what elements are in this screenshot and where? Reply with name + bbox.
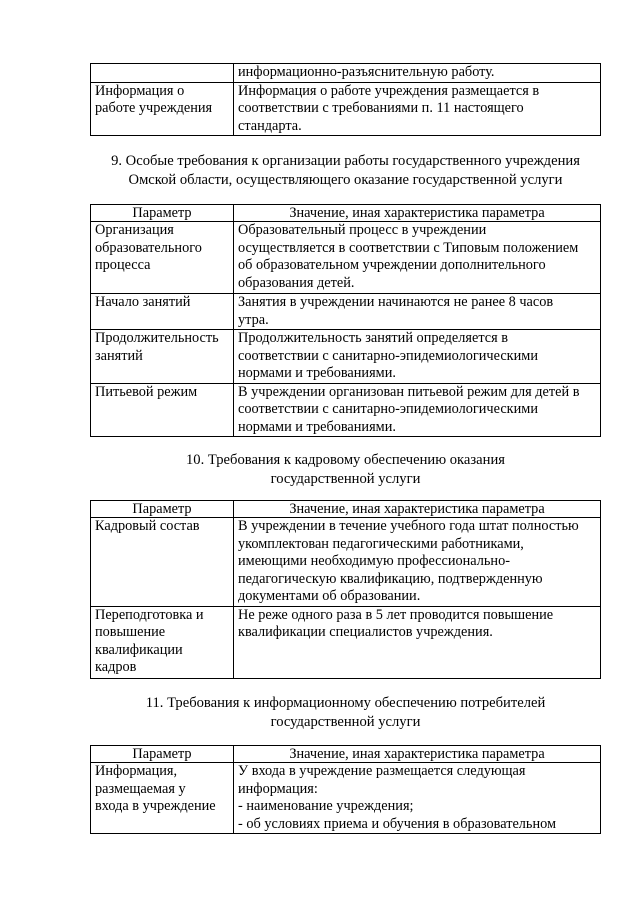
column-header-param: Параметр	[91, 746, 234, 763]
section-10-title: 10. Требования к кадровому обеспечению оказания государственной услуги	[186, 452, 505, 487]
table-header-row	[91, 746, 601, 763]
table-continuation	[90, 63, 601, 136]
value-cell: Продолжительность занятий определяется в соответствии с санитарно-эпидемиологическими нормами и требованиями.	[234, 330, 601, 384]
table-section-10	[90, 500, 601, 679]
table-row	[91, 222, 601, 294]
value-cell: В учреждении в течение учебного года штат полностью укомплектован педагогическими работниками, имеющими необходимую профессионально- педагогическую квалификацию, подтвержденную документами об образовании.	[234, 518, 601, 607]
param-cell: Информация о работе учреждения	[91, 82, 234, 136]
value-cell: Информация о работе учреждения размещается в соответствии с требованиями п. 11 настоящего стандарта.	[234, 82, 601, 136]
table-row	[91, 330, 601, 384]
value-cell: Не реже одного раза в 5 лет проводится повышение квалификации специалистов учреждения.	[234, 606, 601, 678]
table-row	[91, 383, 601, 437]
param-cell: Организация образовательного процесса	[91, 222, 234, 294]
param-cell: Информация, размещаемая у входа в учреждение	[91, 763, 234, 834]
table-section-9	[90, 204, 601, 437]
param-cell: Переподготовка и повышение квалификации кадров	[91, 606, 234, 678]
table-row	[91, 82, 601, 136]
column-header-param: Параметр	[91, 501, 234, 518]
table-section-11	[90, 745, 601, 834]
column-header-value: Значение, иная характеристика параметра	[234, 501, 601, 518]
table-row	[91, 64, 601, 83]
param-cell: Кадровый состав	[91, 518, 234, 607]
table-header-row	[91, 501, 601, 518]
column-header-value: Значение, иная характеристика параметра	[234, 205, 601, 222]
table-row	[91, 606, 601, 678]
value-cell: В учреждении организован питьевой режим для детей в соответствии с санитарно-эпидемиологическими нормами и требованиями.	[234, 383, 601, 437]
column-header-param: Параметр	[91, 205, 234, 222]
param-cell: Продолжительность занятий	[91, 330, 234, 384]
param-cell: Начало занятий	[91, 294, 234, 330]
table-row	[91, 763, 601, 834]
table-header-row	[91, 205, 601, 222]
section-11-title: 11. Требования к информационному обеспечению потребителей государственной услуги	[145, 695, 546, 730]
table-row	[91, 518, 601, 607]
value-cell: информационно-разъяснительную работу.	[234, 64, 601, 83]
param-cell: Питьевой режим	[91, 383, 234, 437]
param-cell	[91, 64, 234, 83]
value-cell: У входа в учреждение размещается следующая информация: - наименование учреждения; - об условиях приема и обучения в образовательном	[234, 763, 601, 834]
value-cell: Образовательный процесс в учреждении осуществляется в соответствии с Типовым положением об образовательном учреждении дополнительного образования детей.	[234, 222, 601, 294]
table-row	[91, 294, 601, 330]
column-header-value: Значение, иная характеристика параметра	[234, 746, 601, 763]
section-9-title: 9. Особые требования к организации работы государственного учреждения Омской области, осуществляющего оказание государственной услуги	[111, 153, 580, 188]
value-cell: Занятия в учреждении начинаются не ранее 8 часов утра.	[234, 294, 601, 330]
